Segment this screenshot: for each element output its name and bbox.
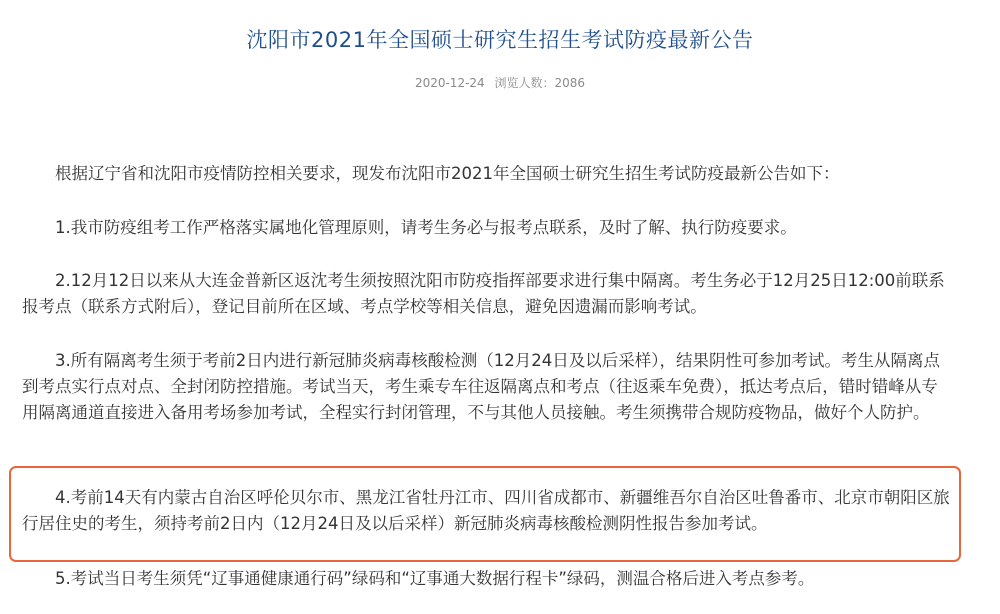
item-1-paragraph: 1.我市防疫组考工作严格落实属地化管理原则，请考生务必与报考点联系，及时了解、执行防疫要求。 — [55, 218, 797, 237]
item-3-paragraph: 3.所有隔离考生须于考前2日内进行新冠肺炎病毒核酸检测（12月24日及以后采样），结果阴性可参加考试。考生从隔离点到考点实行点对点、全封闭防控措施。考试当天，考生乘专车往返隔离点和考点（往返乘车免费），抵达考点后，错时错峰从专用隔离通道直接进入备用考场参加考试，全程实行封闭管理，不与其他人员接触。考生须携带合规防疫物品，做好个人防护。 — [22, 351, 940, 422]
page-title: 沈阳市2021年全国硕士研究生招生考试防疫最新公告 — [246, 28, 754, 52]
article-meta — [0, 74, 1000, 91]
item-2-paragraph: 2.12月12日以来从大连金普新区返沈考生须按照沈阳市防疫指挥部要求进行集中隔离。考生务必于12月25日12:00前联系报考点（联系方式附后），登记目前所在区域、考点学校等相关信息，避免因遗漏而影响考试。 — [22, 271, 945, 316]
item-5-paragraph: 5.考试当日考生须凭“辽事通健康通行码”绿码和“辽事通大数据行程卡”绿码，测温合格后进入考点参考。 — [55, 569, 815, 588]
publish-date: 2020-12-24 — [414, 76, 485, 90]
item-4-paragraph: 4.考前14天有内蒙古自治区呼伦贝尔市、黑龙江省牡丹江市、四川省成都市、新疆维吾尔自治区吐鲁番市、北京市朝阳区旅行居住史的考生，须持考前2日内（12月24日及以后采样）新冠肺炎病毒核酸检测阴性报告参加考试。 — [22, 488, 950, 533]
view-count: 浏览人数：2086 — [494, 76, 586, 90]
intro-paragraph: 根据辽宁省和沈阳市疫情防控相关要求，现发布沈阳市2021年全国硕士研究生招生考试防疫最新公告如下： — [55, 164, 840, 183]
